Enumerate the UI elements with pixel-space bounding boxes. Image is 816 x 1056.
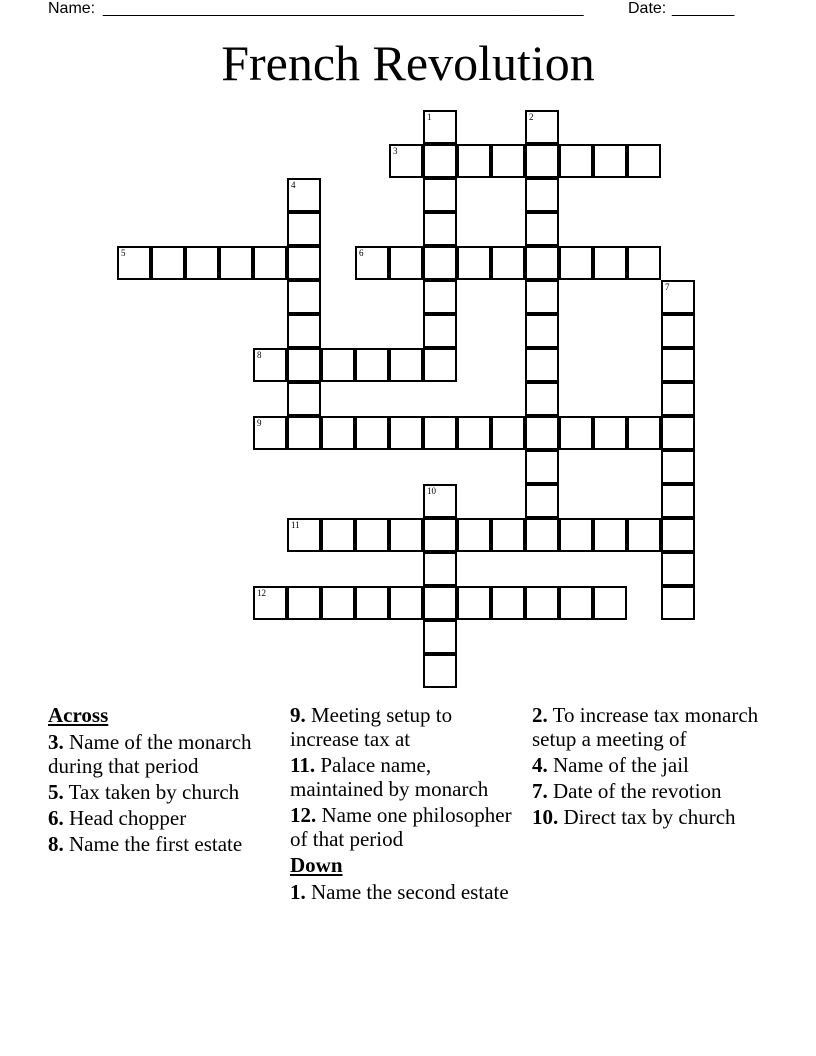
- clue-across-3: [48, 730, 284, 778]
- clue-text: Date of the revotion: [553, 779, 722, 803]
- grid-cell[interactable]: [287, 382, 321, 416]
- grid-cell[interactable]: [355, 246, 389, 280]
- grid-cell[interactable]: [661, 416, 695, 450]
- grid-cell[interactable]: [661, 586, 695, 620]
- grid-cell[interactable]: [457, 246, 491, 280]
- grid-cell[interactable]: [559, 144, 593, 178]
- header-line: [48, 0, 748, 20]
- grid-cell[interactable]: [423, 416, 457, 450]
- grid-cell[interactable]: [355, 518, 389, 552]
- clue-number: 4.: [532, 753, 548, 777]
- grid-cell[interactable]: [423, 314, 457, 348]
- grid-cell[interactable]: [355, 586, 389, 620]
- clue-down-2: [532, 703, 768, 751]
- grid-cell[interactable]: [389, 586, 423, 620]
- clue-across-11: [290, 753, 526, 801]
- clues-column-1: [48, 703, 284, 858]
- grid-cell[interactable]: [287, 280, 321, 314]
- name-label: Name:: [48, 0, 96, 17]
- grid-cell[interactable]: [423, 552, 457, 586]
- grid-cell[interactable]: [287, 246, 321, 280]
- clue-number: 1.: [290, 880, 306, 904]
- name-blank: ______________________________________________________: [103, 0, 584, 17]
- clue-text: Tax taken by church: [68, 780, 240, 804]
- clue-across-12: [290, 803, 526, 851]
- grid-cell[interactable]: [525, 382, 559, 416]
- grid-cell[interactable]: [525, 484, 559, 518]
- clue-number: 7.: [532, 779, 548, 803]
- clue-across-6: [48, 806, 284, 830]
- clue-number: 9.: [290, 703, 306, 727]
- grid-cell[interactable]: [389, 348, 423, 382]
- grid-cell[interactable]: [287, 178, 321, 212]
- grid-cell[interactable]: [627, 518, 661, 552]
- clue-across-8: [48, 832, 284, 856]
- cell-number: 9: [257, 418, 262, 428]
- clue-text: Name of the jail: [553, 753, 689, 777]
- cell-number: 3: [393, 146, 398, 156]
- grid-cell[interactable]: [661, 518, 695, 552]
- cell-number: 6: [359, 248, 364, 258]
- grid-cell[interactable]: [457, 586, 491, 620]
- clue-number: 3.: [48, 730, 64, 754]
- grid-cell[interactable]: [593, 246, 627, 280]
- grid-cell[interactable]: [253, 586, 287, 620]
- grid-cell[interactable]: [457, 144, 491, 178]
- grid-cell[interactable]: [151, 246, 185, 280]
- cell-number: 10: [427, 486, 436, 496]
- clue-number: 2.: [532, 703, 548, 727]
- grid-cell[interactable]: [593, 586, 627, 620]
- grid-cell[interactable]: [423, 246, 457, 280]
- clue-text: Meeting setup to increase tax at: [290, 703, 453, 751]
- grid-cell[interactable]: [253, 348, 287, 382]
- grid-cell[interactable]: [525, 348, 559, 382]
- clues-column-3: [532, 703, 768, 831]
- grid-cell[interactable]: [491, 144, 525, 178]
- grid-cell[interactable]: [457, 416, 491, 450]
- grid-cell[interactable]: [559, 586, 593, 620]
- grid-cell[interactable]: [287, 212, 321, 246]
- grid-cell[interactable]: [389, 246, 423, 280]
- cell-number: 5: [121, 248, 126, 258]
- grid-cell[interactable]: [661, 382, 695, 416]
- grid-cell[interactable]: [525, 518, 559, 552]
- across-heading: Across: [48, 703, 109, 727]
- clue-text: Name of the monarch during that period: [48, 730, 252, 778]
- cell-number: 2: [529, 112, 534, 122]
- grid-cell[interactable]: [423, 178, 457, 212]
- grid-cell[interactable]: [185, 246, 219, 280]
- clues-column-2: [290, 703, 526, 906]
- cell-number: 1: [427, 112, 432, 122]
- grid-cell[interactable]: [321, 348, 355, 382]
- grid-cell[interactable]: [627, 246, 661, 280]
- grid-cell[interactable]: [117, 246, 151, 280]
- clue-number: 6.: [48, 806, 64, 830]
- grid-cell[interactable]: [525, 212, 559, 246]
- page-title: French Revolution: [221, 35, 595, 91]
- grid-cell[interactable]: [627, 144, 661, 178]
- date-blank: _______: [672, 0, 735, 17]
- grid-cell[interactable]: [559, 518, 593, 552]
- grid-cell[interactable]: [423, 144, 457, 178]
- grid-cell[interactable]: [423, 280, 457, 314]
- grid-cell[interactable]: [423, 586, 457, 620]
- grid-cell[interactable]: [321, 416, 355, 450]
- clue-text: To increase tax monarch setup a meeting of: [532, 703, 759, 751]
- grid-cell[interactable]: [661, 280, 695, 314]
- grid-cell[interactable]: [593, 518, 627, 552]
- grid-cell[interactable]: [287, 518, 321, 552]
- date-label: Date:: [628, 0, 667, 17]
- grid-cell[interactable]: [525, 246, 559, 280]
- grid-cell[interactable]: [423, 518, 457, 552]
- down-heading: Down: [290, 853, 343, 877]
- grid-cell[interactable]: [355, 348, 389, 382]
- grid-cell[interactable]: [593, 416, 627, 450]
- clue-number: 5.: [48, 780, 64, 804]
- grid-cell[interactable]: [525, 314, 559, 348]
- grid-cell[interactable]: [627, 416, 661, 450]
- grid-cell[interactable]: [457, 518, 491, 552]
- grid-cell[interactable]: [321, 586, 355, 620]
- clue-down-4: [532, 753, 768, 777]
- grid-cell[interactable]: [559, 416, 593, 450]
- grid-cell[interactable]: [559, 246, 593, 280]
- grid-cell[interactable]: [525, 586, 559, 620]
- grid-cell[interactable]: [491, 518, 525, 552]
- grid-cell[interactable]: [423, 484, 457, 518]
- cell-number: 8: [257, 350, 262, 360]
- cell-number: 4: [291, 180, 296, 190]
- grid-cell[interactable]: [321, 518, 355, 552]
- grid-cell[interactable]: [389, 416, 423, 450]
- clue-down-1: [290, 880, 526, 904]
- clue-number: 10.: [532, 805, 559, 829]
- grid-cell[interactable]: [661, 348, 695, 382]
- grid-cell[interactable]: [287, 586, 321, 620]
- grid-cell[interactable]: [287, 348, 321, 382]
- grid-cell[interactable]: [525, 416, 559, 450]
- grid-cell[interactable]: [423, 654, 457, 688]
- clue-text: Direct tax by church: [563, 805, 736, 829]
- clue-text: Name one philosopher of that period: [290, 803, 512, 851]
- grid-cell[interactable]: [661, 450, 695, 484]
- clue-text: Head chopper: [69, 806, 187, 830]
- grid-cell[interactable]: [423, 620, 457, 654]
- grid-cell[interactable]: [525, 178, 559, 212]
- clue-text: Name the second estate: [311, 880, 509, 904]
- grid-cell[interactable]: [491, 246, 525, 280]
- grid-cell[interactable]: [287, 416, 321, 450]
- grid-cell[interactable]: [389, 144, 423, 178]
- grid-cell[interactable]: [593, 144, 627, 178]
- grid-cell[interactable]: [287, 314, 321, 348]
- grid-cell[interactable]: [389, 518, 423, 552]
- clue-number: 12.: [290, 803, 317, 827]
- grid-cell[interactable]: [219, 246, 253, 280]
- grid-cell[interactable]: [423, 348, 457, 382]
- grid-cell[interactable]: [525, 450, 559, 484]
- clue-text: Name the first estate: [69, 832, 243, 856]
- clue-down-10: [532, 805, 768, 829]
- clue-down-7: [532, 779, 768, 803]
- cell-number: 11: [291, 520, 300, 530]
- grid-cell[interactable]: [525, 280, 559, 314]
- grid-cell[interactable]: [661, 314, 695, 348]
- grid-cell[interactable]: [423, 110, 457, 144]
- clue-across-5: [48, 780, 284, 804]
- grid-cell[interactable]: [253, 416, 287, 450]
- clue-number: 8.: [48, 832, 64, 856]
- grid-cell[interactable]: [491, 586, 525, 620]
- grid-cell[interactable]: [525, 110, 559, 144]
- grid-cell[interactable]: [525, 144, 559, 178]
- grid-cell[interactable]: [661, 552, 695, 586]
- clue-number: 11.: [290, 753, 316, 777]
- grid-cell[interactable]: [661, 484, 695, 518]
- grid-cell[interactable]: [491, 416, 525, 450]
- cell-number: 12: [257, 588, 266, 598]
- clue-text: Palace name, maintained by monarch: [290, 753, 489, 801]
- clue-across-9: [290, 703, 526, 751]
- grid-cell[interactable]: [423, 212, 457, 246]
- grid-cell[interactable]: [253, 246, 287, 280]
- cell-number: 7: [665, 282, 670, 292]
- grid-cell[interactable]: [355, 416, 389, 450]
